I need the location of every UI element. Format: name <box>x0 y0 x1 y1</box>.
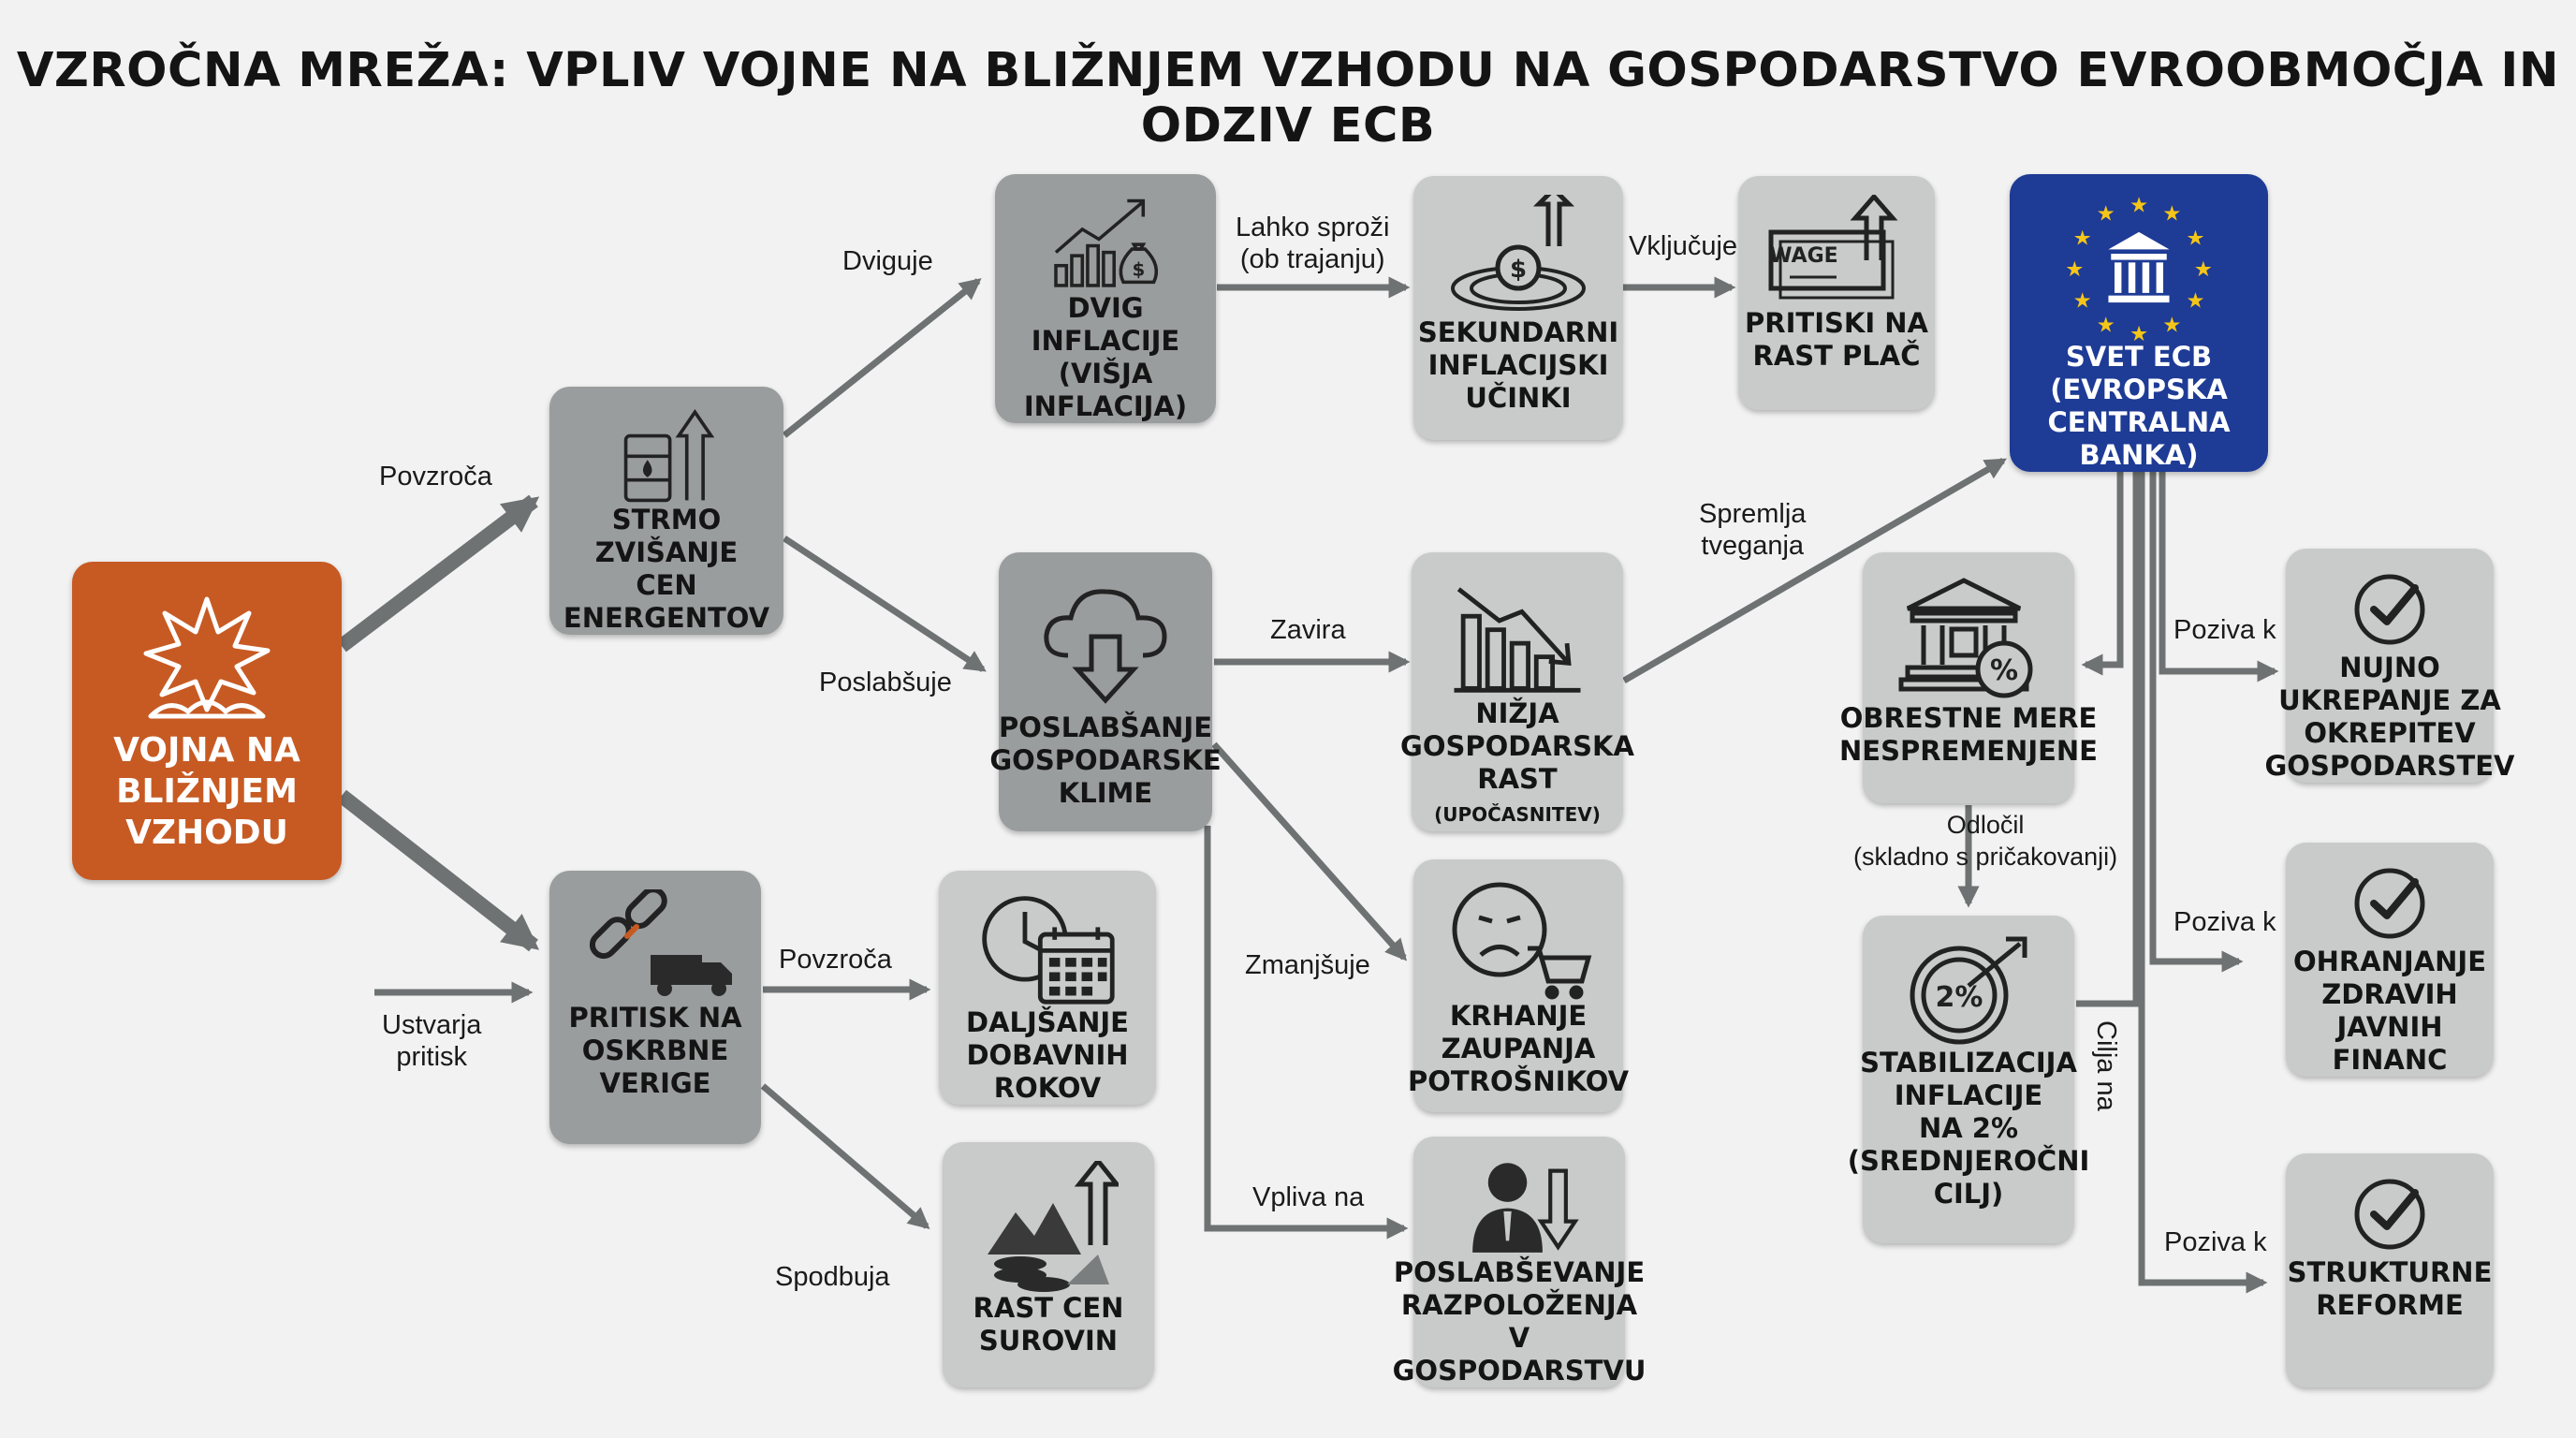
node-growth <box>1400 552 1634 831</box>
edge-label-ecb-stabil: Cilja na <box>2091 1020 2121 1111</box>
arrow-supply-rawmat <box>763 1086 927 1226</box>
svg-text:WAGE: WAGE <box>1769 244 1838 268</box>
node-urgent-label: NUJNO UKREPANJE ZA OKREPITEV GOSPODARSTEV <box>2264 652 2515 782</box>
svg-text:$: $ <box>1509 256 1528 284</box>
svg-text:★: ★ <box>2096 313 2115 337</box>
svg-text:%: % <box>1989 654 2019 687</box>
svg-text:$: $ <box>1132 258 1146 281</box>
arrow-climate-confidence <box>1214 744 1404 958</box>
edge-label-ecb-reforms: Poziva k <box>2164 1227 2267 1257</box>
node-delivery <box>939 871 1156 1105</box>
edge-label-supply-delivery: Povzroča <box>779 945 892 975</box>
node-war-label: VOJNA NA BLIŽNJEM VZHODU <box>113 731 300 852</box>
bank-percent-icon <box>1894 571 2043 702</box>
diagram-title: VZROČNA MREŽA: VPLIV VOJNE NA BLIŽNJEM VZHODU NA GOSPODARSTVO EVROOBMOČJA IN ODZIV ECB <box>16 43 2560 154</box>
cloud-down-arrow-icon <box>1035 571 1176 712</box>
node-confidence <box>1407 859 1630 1112</box>
explosion-icon <box>132 580 282 730</box>
node-inflation-label: DVIG INFLACIJE (VIŠJA INFLACIJA) <box>1023 292 1188 422</box>
node-ecb <box>2010 174 2268 472</box>
node-wages-label: PRITISKI NA RAST PLAČ <box>1745 307 1928 372</box>
node-inflation <box>995 174 1216 423</box>
svg-text:2%: 2% <box>1935 981 1983 1014</box>
edge-label-secondary-wages: Vključuje <box>1629 231 1738 261</box>
edge-label-energy-inflation: Dviguje <box>842 246 933 276</box>
edge-label-inflation-secondary: Lahko sproži (ob trajanju) <box>1236 213 1390 274</box>
node-climate-label: POSLABŠANJE GOSPODARSKE KLIME <box>989 712 1222 809</box>
svg-text:★: ★ <box>2065 257 2085 282</box>
arrow-ecb-rates <box>2086 463 2120 665</box>
svg-text:★: ★ <box>2186 226 2205 250</box>
oil-barrel-rising-icon <box>601 405 732 504</box>
rising-chart-money-bag-icon <box>1026 193 1185 292</box>
node-reforms-label: STRUKTURNE REFORME <box>2287 1256 2493 1321</box>
businessman-down-icon <box>1449 1155 1589 1256</box>
wage-check-icon <box>1762 195 1911 307</box>
edge-label-energy-climate: Poslabšuje <box>819 668 952 697</box>
node-ecb-label: SVET ECB (EVROPSKA CENTRALNA BANKA) <box>2047 341 2231 471</box>
node-war <box>72 562 342 880</box>
node-growth-label: NIŽJA GOSPODARSKA RAST (UPOČASNITEV) <box>1400 697 1634 826</box>
node-energy-label: STRMO ZVIŠANJE CEN ENERGENTOV <box>563 504 770 634</box>
node-supply <box>549 871 761 1144</box>
node-rates-label: OBRESTNE MERE NESPREMENJENE <box>1839 702 2098 767</box>
eu-bank-icon <box>2055 193 2223 341</box>
svg-text:★: ★ <box>2186 288 2205 313</box>
node-rawmat <box>943 1142 1154 1387</box>
node-energy <box>549 387 783 635</box>
node-reforms <box>2286 1153 2494 1387</box>
edge-label-war-energy: Povzroča <box>379 462 492 492</box>
node-sentiment-label: POSLABŠEVANJE RAZPOLOŽENJA V GOSPODARSTVU <box>1392 1256 1647 1387</box>
node-growth-suffix: (UPOČASNITEV) <box>1434 803 1601 826</box>
edge-label-ecb-fiscal: Poziva k <box>2174 907 2276 937</box>
node-fiscal <box>2286 843 2494 1077</box>
edge-label-climate-confidence: Zmanjšuje <box>1245 950 1370 980</box>
arrow-ecb-fiscal <box>2153 463 2239 961</box>
node-confidence-label: KRHANJE ZAUPANJA POTROŠNIKOV <box>1407 1000 1630 1097</box>
node-secondary-label: SEKUNDARNI INFLACIJSKI UČINKI <box>1417 316 1619 414</box>
node-rates <box>1839 552 2098 803</box>
svg-text:★: ★ <box>2193 257 2213 282</box>
checkmark-icon <box>2348 1172 2432 1256</box>
svg-text:★: ★ <box>2096 201 2115 226</box>
node-stabil-label: STABILIZACIJA INFLACIJE NA 2% (SREDNJEROČNI CILJ) <box>1847 1047 2090 1210</box>
clock-calendar-icon <box>973 889 1122 1006</box>
declining-chart-icon <box>1447 571 1588 697</box>
svg-text:★: ★ <box>2130 193 2148 217</box>
node-secondary <box>1413 176 1623 440</box>
edge-label-growth-ecb: Spremlja tveganja <box>1699 499 1807 561</box>
node-delivery-label: DALJŠANJE DOBAVNIH ROKOV <box>966 1006 1129 1104</box>
svg-text:★: ★ <box>2072 288 2092 313</box>
edge-label-climate-sentiment: Vpliva na <box>1252 1182 1365 1212</box>
broken-chain-truck-icon <box>571 889 739 1002</box>
materials-coins-icon <box>978 1161 1119 1292</box>
node-urgent <box>2264 549 2515 783</box>
node-supply-label: PRITISK NA OSKRBNE VERIGE <box>568 1002 742 1099</box>
svg-text:★: ★ <box>2162 201 2182 226</box>
edge-label-supply-rawmat: Spodbuja <box>775 1262 890 1292</box>
edge-label-ecb-urgent: Poziva k <box>2174 615 2276 645</box>
edge-label-climate-growth: Zavira <box>1270 615 1346 645</box>
edge-label-ext-supply: Ustvarja pritisk <box>382 1010 482 1072</box>
checkmark-icon <box>2348 861 2432 946</box>
edge-label-rates-stabil: Odločil (skladno s pričakovanji) <box>1853 811 2118 871</box>
svg-text:★: ★ <box>2162 313 2182 337</box>
arrow-energy-inflation <box>784 281 978 435</box>
checkmark-icon <box>2348 567 2432 652</box>
arrow-war-energy <box>342 501 534 646</box>
svg-text:★: ★ <box>2130 322 2148 341</box>
coin-ripple-icon <box>1443 195 1593 316</box>
arrow-war-supply <box>342 796 534 946</box>
node-climate <box>989 552 1222 831</box>
node-fiscal-label: OHRANJANJE ZDRAVIH JAVNIH FINANC <box>2292 946 2487 1076</box>
target-2-percent-icon <box>1898 934 2039 1047</box>
arrow-energy-climate <box>784 538 983 669</box>
node-sentiment <box>1392 1137 1647 1387</box>
arrow-climate-sentiment <box>1208 826 1404 1228</box>
node-wages <box>1738 176 1935 410</box>
node-rawmat-label: RAST CEN SUROVIN <box>973 1292 1124 1357</box>
svg-text:★: ★ <box>2072 226 2092 250</box>
eu-stars-icon <box>2065 193 2213 341</box>
node-stabil <box>1847 916 2090 1243</box>
sad-face-cart-icon <box>1443 878 1593 1000</box>
